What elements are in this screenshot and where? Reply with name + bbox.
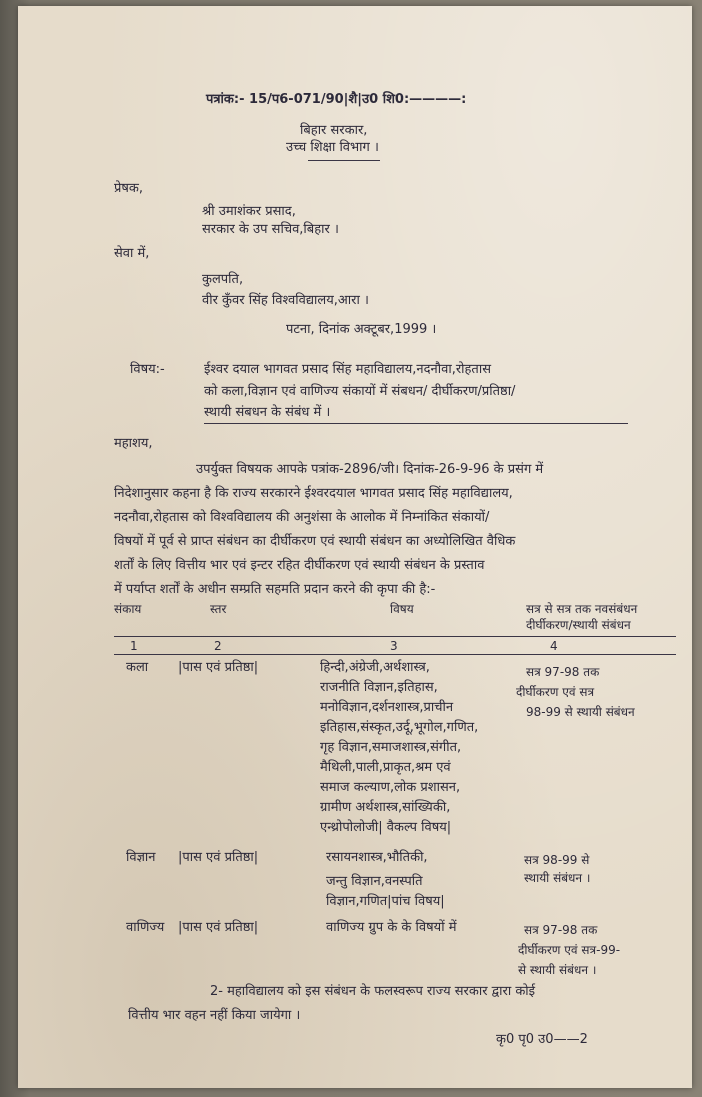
table-row-science-level: |पास एवं प्रतिष्ठा| [178, 850, 259, 865]
arts-subject-line: समाज कल्याण,लोक प्रशासन, [320, 780, 461, 795]
science-session-line: स्थायी संबंधन । [524, 871, 591, 885]
body-line-5: शर्तों के लिए वित्तीय भार एवं इन्टर रहित दीर्घीकरण एवं स्थायी संबंधन के प्रस्ताव [114, 558, 485, 573]
col-number-1: 1 [130, 639, 138, 653]
sender-name: श्री उमाशंकर प्रसाद, [202, 204, 296, 219]
page-turn-note: कृ0 पृ0 उ0——2 [496, 1032, 588, 1047]
recipient-title: कुलपति, [202, 272, 244, 287]
body-line-2: निदेशानुसार कहना है कि राज्य सरकारने ईश्वरदयाल भागवत प्रसाद सिंह महाविद्यालय, [114, 486, 513, 501]
col-header-faculty: संकाय [114, 602, 142, 616]
date-line: पटना, दिनांक अक्टूबर,1999 । [286, 322, 437, 337]
arts-session-line: दीर्घीकरण एवं सत्र [516, 685, 595, 699]
salutation: महाशय, [114, 436, 153, 451]
sender-label: प्रेषक, [114, 181, 144, 196]
arts-subject-line: गृह विज्ञान,समाजशास्त्र,संगीत, [320, 740, 462, 755]
science-session-line: सत्र 98-99 से [524, 853, 590, 867]
commerce-session-line: सत्र 97-98 तक [524, 923, 598, 937]
subject-label: विषय:- [130, 362, 165, 377]
closing-line-1: 2- महाविद्यालय को इस संबंधन के फलस्वरूप राज्य सरकार द्वारा कोई [210, 984, 536, 999]
table-row-science-faculty: विज्ञान [126, 850, 156, 865]
body-line-3: नदनौवा,रोहतास को विश्वविद्यालय की अनुशंसा के आलोक में निम्नांकित संकायों/ [114, 510, 490, 525]
subject-line-1: ईश्वर दयाल भागवत प्रसाद सिंह महाविद्यालय,नदनौवा,रोहतास [204, 362, 491, 377]
table-row-commerce-faculty: वाणिज्य [126, 920, 165, 935]
science-subject-line: विज्ञान,गणित|पांच विषय| [326, 894, 445, 909]
subject-underline [204, 423, 628, 424]
col-header-session: सत्र से सत्र तक नवसंबंधन [526, 602, 638, 616]
arts-session-line: सत्र 97-98 तक [526, 665, 600, 679]
science-subject-line: रसायनशास्त्र,भौतिकी, [326, 850, 428, 865]
department-name: उच्च शिक्षा विभाग । [286, 140, 379, 155]
recipient-address: वीर कुँवर सिंह विश्वविद्यालय,आरा । [202, 293, 369, 308]
arts-subject-line: मैथिली,पाली,प्राकृत,श्रम एवं [320, 760, 451, 775]
arts-subject-line: ग्रामीण अर्थशास्त्र,सांख्यिकी, [320, 800, 451, 815]
commerce-session-line: दीर्घीकरण एवं सत्र-99- [518, 943, 621, 957]
arts-subject-line: मनोविज्ञान,दर्शनशास्त्र,प्राचीन [320, 700, 454, 715]
arts-subject-line: इतिहास,संस्कृत,उर्दू,भूगोल,गणित, [320, 720, 479, 735]
science-subject-line: जन्तु विज्ञान,वनस्पति [326, 874, 423, 889]
col-header-session-line-2: दीर्घीकरण/स्थायी संबंधन [526, 618, 631, 632]
subject-line-3: स्थायी संबधन के संबंध में । [204, 405, 331, 420]
reference-number: पत्रांक:- 15/प6-071/90|शै|उ0 शि0:————: [206, 92, 467, 107]
header-underline [308, 160, 380, 161]
sender-designation: सरकार के उप सचिव,बिहार । [202, 222, 339, 237]
table-header-rule [114, 654, 676, 655]
arts-subject-line: राजनीति विज्ञान,इतिहास, [320, 680, 438, 695]
arts-subject-line: हिन्दी,अंग्रेजी,अर्थशास्त्र, [320, 660, 430, 675]
arts-session-line: 98-99 से स्थायी संबंधन [526, 705, 635, 719]
arts-subject-line: एन्थ्रोपोलोजी| वैकल्प विषय| [320, 820, 452, 835]
col-number-2: 2 [214, 639, 222, 653]
table-top-rule [114, 636, 676, 637]
col-number-4: 4 [550, 639, 558, 653]
table-row-commerce-level: |पास एवं प्रतिष्ठा| [178, 920, 259, 935]
body-line-6: में पर्याप्त शर्तों के अधीन सम्प्रति सहमति प्रदान करने की कृपा की है:- [114, 582, 436, 597]
col-header-level: स्तर [210, 602, 227, 616]
letter-page [18, 6, 692, 1088]
subject-line-2: को कला,विज्ञान एवं वाणिज्य संकायों में संबधन/ दीर्घीकरण/प्रतिष्ठा/ [204, 384, 516, 399]
body-line-1: उपर्युक्त विषयक आपके पत्रांक-2896/जी। दिनांक-26-9-96 के प्रसंग में [196, 462, 544, 477]
commerce-subject-line: वाणिज्य ग्रुप के के विषयों में [326, 920, 457, 935]
table-row-arts-faculty: कला [126, 660, 149, 675]
government-name: बिहार सरकार, [300, 123, 368, 138]
commerce-session-line: से स्थायी संबंधन । [518, 963, 597, 977]
col-number-3: 3 [390, 639, 398, 653]
recipient-label: सेवा में, [114, 246, 150, 261]
col-header-subject: विषय [390, 602, 414, 616]
body-line-4: विषयों में पूर्व से प्राप्त संबंधन का दीर्घीकरण एवं स्थायी संबंधन का अध्योलिखित वैधिक [114, 534, 516, 549]
closing-line-2: वित्तीय भार वहन नहीं किया जायेगा । [128, 1008, 301, 1023]
table-row-arts-level: |पास एवं प्रतिष्ठा| [178, 660, 259, 675]
